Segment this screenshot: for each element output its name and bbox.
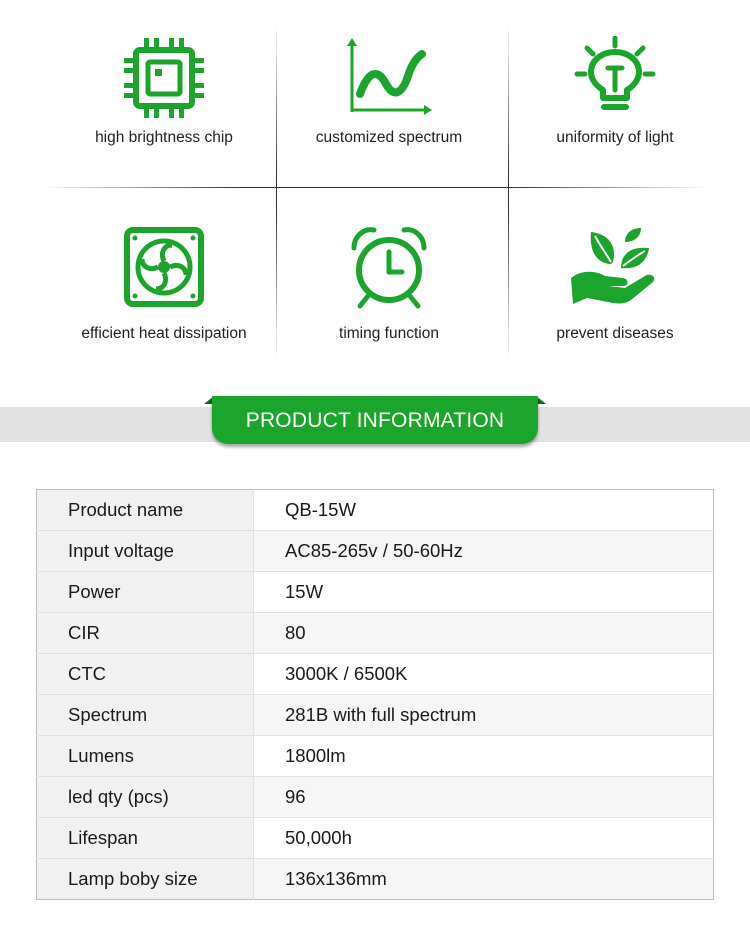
spec-key: CTC bbox=[37, 654, 254, 695]
spec-value: 3000K / 6500K bbox=[254, 654, 714, 695]
table-row bbox=[37, 818, 714, 859]
spec-key: Product name bbox=[37, 490, 254, 531]
fan-icon bbox=[124, 227, 204, 307]
table-row bbox=[37, 531, 714, 572]
spec-value: QB-15W bbox=[254, 490, 714, 531]
spec-value: 15W bbox=[254, 572, 714, 613]
section-ribbon bbox=[204, 396, 546, 448]
feature-label: efficient heat dissipation bbox=[81, 325, 247, 342]
feature-label: customized spectrum bbox=[315, 129, 463, 146]
table-row bbox=[37, 490, 714, 531]
spec-table bbox=[36, 489, 714, 900]
spec-key: CIR bbox=[37, 613, 254, 654]
table-row bbox=[37, 572, 714, 613]
feature-label: high brightness chip bbox=[95, 129, 233, 146]
spec-key: Power bbox=[37, 572, 254, 613]
feature-label: prevent diseases bbox=[556, 325, 674, 342]
spec-value: 50,000h bbox=[254, 818, 714, 859]
spec-key: led qty (pcs) bbox=[37, 777, 254, 818]
hand-leaves-icon bbox=[565, 224, 665, 306]
grid-divider bbox=[40, 187, 710, 188]
section-title: PRODUCT INFORMATION bbox=[212, 396, 538, 444]
table-row bbox=[37, 613, 714, 654]
chip-icon bbox=[122, 36, 206, 120]
spec-key: Input voltage bbox=[37, 531, 254, 572]
table-row bbox=[37, 859, 714, 900]
table-row bbox=[37, 695, 714, 736]
spec-value: 136x136mm bbox=[254, 859, 714, 900]
spec-value: 281B with full spectrum bbox=[254, 695, 714, 736]
spec-value: AC85-265v / 50-60Hz bbox=[254, 531, 714, 572]
feature-label: uniformity of light bbox=[556, 129, 674, 146]
table-row bbox=[37, 777, 714, 818]
feature-customized-spectrum bbox=[274, 36, 504, 166]
feature-timing-function bbox=[274, 224, 504, 354]
spec-key: Spectrum bbox=[37, 695, 254, 736]
spec-value: 1800lm bbox=[254, 736, 714, 777]
features-grid bbox=[0, 0, 750, 380]
feature-efficient-heat-dissipation bbox=[49, 227, 279, 357]
alarm-clock-icon bbox=[346, 224, 432, 310]
feature-label: timing function bbox=[339, 325, 439, 342]
light-bulb-icon bbox=[573, 36, 657, 120]
spec-value: 96 bbox=[254, 777, 714, 818]
spec-value: 80 bbox=[254, 613, 714, 654]
table-row bbox=[37, 654, 714, 695]
spec-key: Lamp boby size bbox=[37, 859, 254, 900]
feature-prevent-diseases bbox=[500, 224, 730, 354]
table-row bbox=[37, 736, 714, 777]
feature-high-brightness-chip bbox=[49, 36, 279, 166]
spec-key: Lifespan bbox=[37, 818, 254, 859]
spec-key: Lumens bbox=[37, 736, 254, 777]
feature-uniformity-of-light bbox=[500, 36, 730, 166]
spectrum-chart-icon bbox=[344, 36, 434, 116]
